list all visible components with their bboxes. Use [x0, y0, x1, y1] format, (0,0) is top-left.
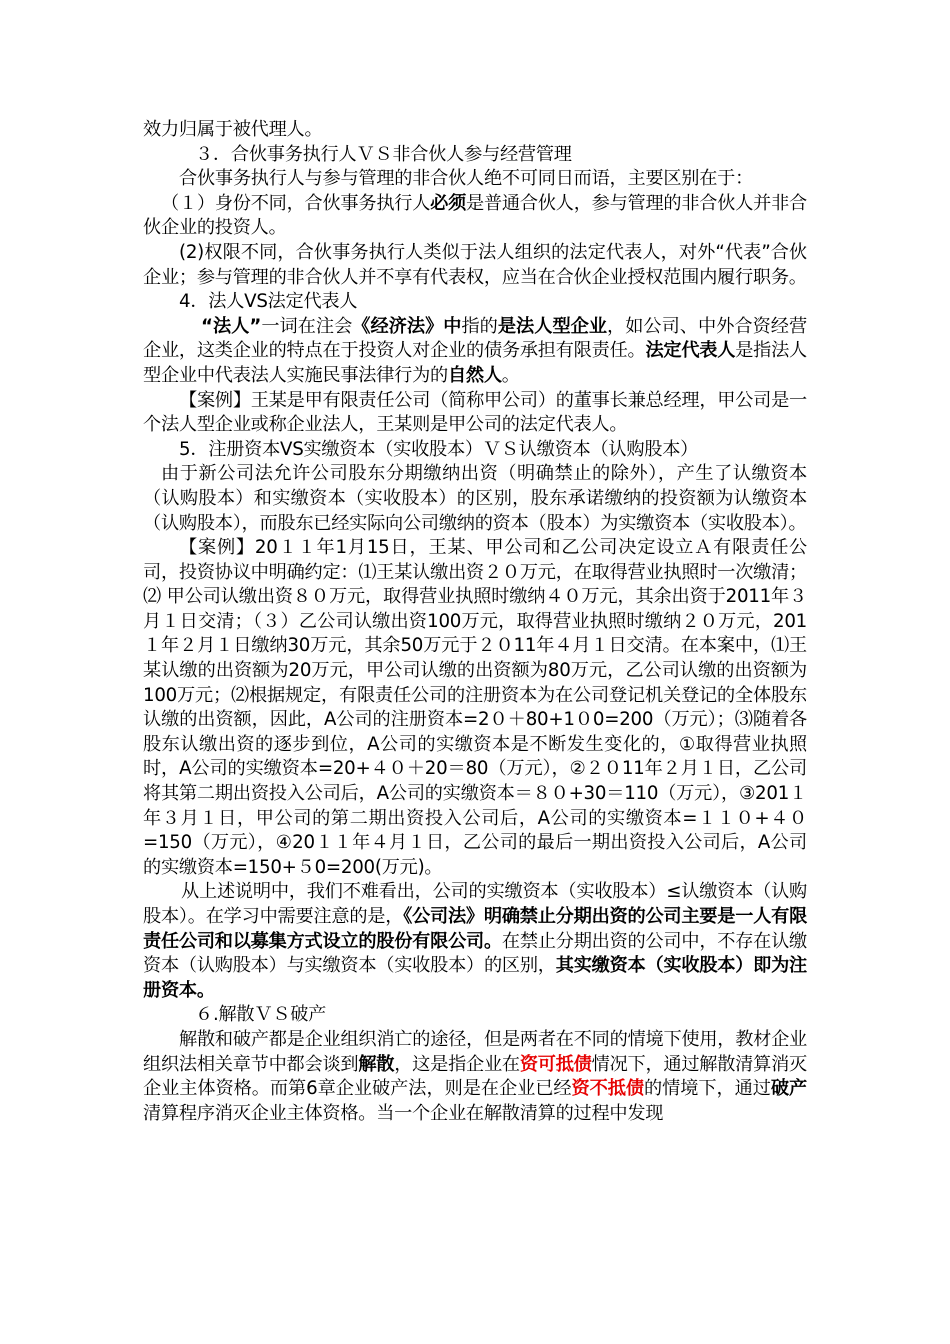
highlight-text: 资不抵债 — [571, 1078, 644, 1100]
paragraph — [143, 290, 807, 315]
text-run: 。 — [501, 364, 520, 386]
paragraph — [143, 438, 807, 463]
document-body — [143, 118, 807, 1126]
text-run: 是普通合伙人，参与管理的非合伙人并非合伙企业的投资人。 — [143, 192, 807, 239]
text-run: 5．注册资本VS实缴资本（实收股本）ＶＳ认缴资本（认购股本） — [179, 438, 699, 460]
text-run: 情况下，通过解散清算消灭企业主体资格。而第6章企业破产法，则是在企业已经 — [143, 1053, 807, 1100]
text-run: 【案例】王某是甲有限责任公司（简称甲公司）的董事长兼总经理，甲公司是一个法人型企业或称企业法人，王某则是甲公司的法定代表人。 — [143, 389, 807, 436]
text-run: 效力归属于被代理人。 — [143, 119, 323, 140]
text-run: ３．合伙事务执行人ＶＳ非合伙人参与经营管理 — [195, 143, 572, 165]
text-run: （１）身份不同，合伙事务执行人 — [161, 192, 431, 214]
bold-text: 必须 — [430, 192, 467, 214]
bold-text: 破产 — [770, 1078, 807, 1100]
text-run: 一词在注会 — [261, 315, 353, 337]
text-run: 是指法人型企业中代表法人实施民事法律行为的 — [143, 340, 807, 386]
paragraph — [143, 462, 807, 536]
text-run: 清算程序消灭企业主体资格。当一个企业在解散清算的过程中发现 — [143, 1102, 664, 1124]
paragraph — [143, 1028, 807, 1126]
text-run: ，如公司、中外合资经营企业，这类企业的特点在于投资人对企业的债务承担有限责任。 — [143, 315, 807, 362]
paragraph — [143, 192, 807, 241]
text-run: (2)权限不同，合伙事务执行人类似于法人组织的法定代表人，对外“代表”合伙企业；参与管理的非合伙人并不享有代表权，应当在合伙企业授权范围内履行职务。 — [143, 241, 807, 288]
paragraph — [143, 143, 807, 168]
bold-text: 法定代表人 — [645, 340, 736, 362]
text-run: 解散和破产都是企业组织消亡的途径，但是两者在不同的情境下使用，教材企业组织法相关章节中都会谈到 — [143, 1028, 807, 1075]
paragraph — [143, 315, 807, 389]
bold-text: “法人” — [201, 315, 262, 337]
bold-text: 《经济法》中 — [352, 315, 462, 337]
bold-text: 是法人型企业 — [497, 315, 608, 337]
text-run: ，这是指企业在 — [394, 1053, 520, 1075]
paragraph — [143, 1003, 807, 1028]
paragraph — [143, 118, 807, 143]
text-run: 的情境下，通过 — [643, 1078, 771, 1100]
paragraph — [143, 880, 807, 1003]
text-run: 合伙事务执行人与参与管理的非合伙人绝不可同日而语，主要区别在于： — [179, 168, 754, 190]
text-run: 【案例】20１１年1月15日，王某、甲公司和乙公司决定设立Ａ有限责任公司，投资协议中明确约定：⑴王某认缴出资２０万元，在取得营业执照时一次缴清；⑵ 甲公司认缴出资８０万元，取得营业执照时缴纳４０万元，其余出资于2011年３月１日交清；（３）乙公司认缴出资100万元，取得营业执照时缴纳２０万元，201１年２月１日缴纳30万元，其余50万元于２０11年４月１日交清。在本案中，⑴王某认缴的出资额为20万元，甲公司认缴的出资额为80万元，乙公司认缴的出资额为100万元；⑵根据规定，有限责任公司的注册资本为在公司登记机关登记的全体股东认缴的出资额，因此，A公司的注册资本=2０＋80+1０0=200（万元）；⑶随着各股东认缴出资的逐步到位，A公司的实缴资本是不断发生变化的，①取得营业执照时，A公司的实缴资本=20+４０＋20＝80（万元），②２０11年２月１日，乙公司将其第二期出资投入公司后，A公司的实缴资本＝８０+30＝110（万元），③201１年３月１日，甲公司的第二期出资投入公司后，A公司的实缴资本=１１０+４０=150（万元），④20１１年４月１日，乙公司的最后一期出资投入公司后，A公司的实缴资本=150+５0=200(万元)。 — [143, 537, 807, 878]
bold-text: 解散 — [358, 1053, 395, 1075]
paragraph — [143, 389, 807, 438]
bold-text: 自然人 — [447, 364, 502, 386]
text-run: 指的 — [461, 315, 498, 337]
bold-text: 其实缴资本（实收股本）即为注册资本。 — [143, 955, 807, 1001]
text-run: 4．法人VS法定代表人 — [179, 291, 358, 313]
text-run: 由于新公司法允许公司股东分期缴纳出资（明确禁止的除外），产生了认缴资本（认购股本）和实缴资本（实收股本）的区别，股东承诺缴纳的投资额为认缴资本（认购股本），而股东已经实际向公司缴纳的资本（股本）为实缴资本（实收股本）。 — [143, 463, 807, 534]
text-run: 从上述说明中，我们不难看出，公司的实缴资本（实收股本）≤认缴资本（认购股本）。在学习中需要注意的是， — [143, 881, 807, 927]
highlight-text: 资可抵债 — [519, 1053, 592, 1075]
paragraph — [143, 167, 807, 192]
paragraph — [143, 241, 807, 290]
text-run: 在禁止分期出资的公司中，不存在认缴资本（认购股本）与实缴资本（实收股本）的区别， — [143, 930, 807, 977]
text-run: ６.解散ＶＳ破产 — [195, 1004, 327, 1026]
paragraph — [143, 536, 807, 880]
bold-text: 《公司法》明确禁止分期出资的公司主要是一人有限责任公司和以募集方式设立的股份有限公司。 — [143, 906, 808, 952]
